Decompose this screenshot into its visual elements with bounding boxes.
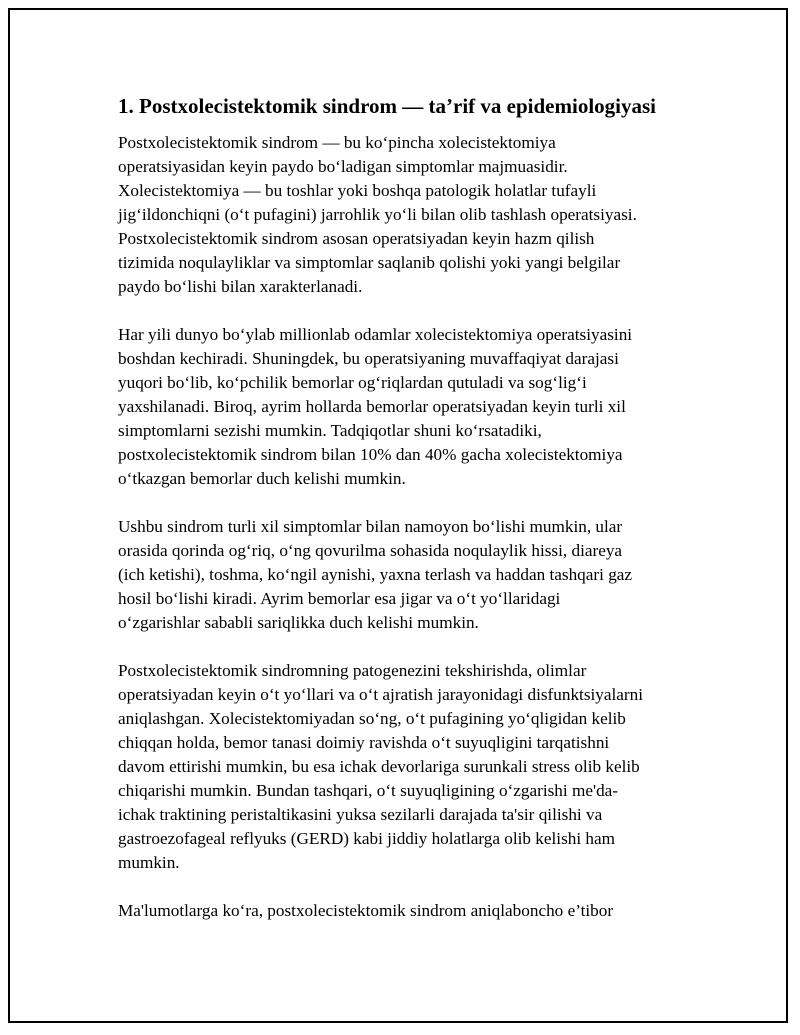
text-line: aniqlashgan. Xolecistektomiyadan soʻng, oʻt pufagining yoʻqligidan kelib [118, 709, 626, 728]
paragraph-epidemiology [118, 323, 688, 491]
text-line: oʻtkazgan bemorlar duch kelishi mumkin. [118, 469, 406, 488]
text-line: (ich ketishi), toshma, koʻngil aynishi, yaxna terlash va haddan tashqari gaz [118, 565, 633, 584]
text-line: yuqori boʻlib, koʻpchilik bemorlar ogʻriqlardan qutuladi va sogʻligʻi [118, 373, 587, 392]
text-line: jigʻildonchiqni (oʻt pufagini) jarrohlik yoʻli bilan olib tashlash operatsiyasi. [118, 205, 637, 224]
text-line: Ushbu sindrom turli xil simptomlar bilan namoyon boʻlishi mumkin, ular [118, 517, 623, 536]
document-body [118, 93, 688, 947]
text-line: Postxolecistektomik sindrom asosan operatsiyadan keyin hazm qilish [118, 229, 595, 248]
text-line: paydo boʻlishi bilan xarakterlanadi. [118, 277, 363, 296]
text-line: mumkin. [118, 853, 180, 872]
text-line: Postxolecistektomik sindrom — bu koʻpincha xolecistektomiya [118, 133, 556, 152]
text-line: Xolecistektomiya — bu toshlar yoki boshqa patologik holatlar tufayli [118, 181, 597, 200]
text-line: Har yili dunyo boʻylab millionlab odamlar xolecistektomiya operatsiyasini [118, 325, 633, 344]
text-line: yaxshilanadi. Biroq, ayrim hollarda bemorlar operatsiyadan keyin turli xil [118, 397, 626, 416]
text-line: operatsiyadan keyin oʻt yoʻllari va oʻt ajratish jarayonidagi disfunktsiyalarni [118, 685, 644, 704]
text-line: boshdan kechiradi. Shuningdek, bu operatsiyaning muvaffaqiyat darajasi [118, 349, 619, 368]
text-line: chiqqan holda, bemor tanasi doimiy ravishda oʻt suyuqligini tarqatishni [118, 733, 610, 752]
section-heading: 1. Postxolecistektomik sindrom — ta’rif va epidemiologiyasi [118, 94, 656, 118]
text-line: davom ettirishi mumkin, bu esa ichak devorlariga surunkali stress olib kelib [118, 757, 640, 776]
text-line: Postxolecistektomik sindromning patogenezini tekshirishda, olimlar [118, 661, 587, 680]
paragraph-pathogenesis [118, 659, 688, 875]
text-line: simptomlarni sezishi mumkin. Tadqiqotlar shuni koʻrsatadiki, [118, 421, 542, 440]
text-line: orasida qorinda ogʻriq, oʻng qovurilma sohasida noqulaylik hissi, diareya [118, 541, 623, 560]
text-line: oʻzgarishlar sababli sariqlikka duch kelishi mumkin. [118, 613, 479, 632]
paragraph-data [118, 899, 688, 923]
text-line: hosil boʻlishi kiradi. Ayrim bemorlar esa jigar va oʻt yoʻllaridagi [118, 589, 561, 608]
text-line: tizimida noqulayliklar va simptomlar saqlanib qolishi yoki yangi belgilar [118, 253, 621, 272]
text-line: operatsiyasidan keyin paydo boʻladigan simptomlar majmuasidir. [118, 157, 568, 176]
text-line: Ma'lumotlarga koʻra, postxolecistektomik sindrom aniqlaboncho e’tibor [118, 901, 614, 920]
text-line: gastroezofageal reflyuks (GERD) kabi jiddiy holatlarga olib kelishi ham [118, 829, 616, 848]
paragraph-definition [118, 131, 688, 299]
text-line: postxolecistektomik sindrom bilan 10% dan 40% gacha xolecistektomiya [118, 445, 623, 464]
paragraph-symptoms [118, 515, 688, 635]
text-line: ichak traktining peristaltikasini yuksa sezilarli darajada ta'sir qilishi va [118, 805, 603, 824]
text-line: chiqarishi mumkin. Bundan tashqari, oʻt suyuqligining oʻzgarishi me'da- [118, 781, 619, 800]
